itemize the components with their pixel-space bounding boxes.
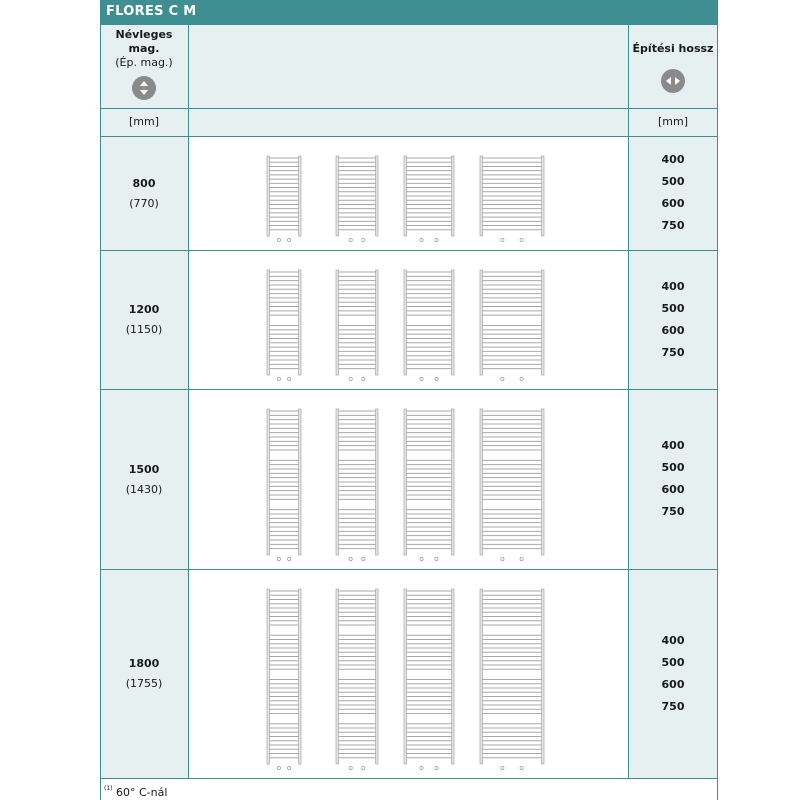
radiator-image [336,270,378,381]
build-length-value: 600 [661,677,685,691]
nominal-height-value: 1500 [128,462,160,476]
build-length-value: 500 [661,301,685,315]
row-height-cell [100,136,188,250]
build-length-value: 500 [661,655,685,669]
build-height-value: (1150) [125,323,163,336]
radiator-image [404,270,454,381]
grid-line [100,250,718,251]
radiator-image [404,589,454,770]
radiator-images-cell [188,569,628,778]
radiator-images-cell [188,389,628,569]
radiator-image [404,156,454,242]
grid-line [100,24,718,25]
build-length-value: 400 [661,153,685,166]
build-length-header [628,24,718,108]
build-length-cell [628,569,718,778]
build-length-value: 400 [661,633,685,647]
height-unit: [mm] [100,108,188,136]
build-length-cell [628,389,718,569]
row-height-cell [100,250,188,389]
radiator-images-cell [188,250,628,389]
nominal-height-label-2: mag. [128,42,160,55]
grid-line [100,389,718,390]
build-length-value: 750 [661,345,685,359]
product-sheet [100,0,718,800]
radiator-image [336,409,378,561]
grid-line [100,24,101,800]
build-length-value: 600 [661,483,685,496]
build-height-value: (1430) [125,482,163,496]
unit-row-middle [188,108,628,136]
radiator-image [336,156,378,242]
grid-line [717,24,718,800]
build-length-value: 400 [661,439,685,452]
radiator-image [336,589,378,770]
radiator-image [267,409,301,561]
nominal-height-header [100,24,188,108]
grid-line [100,778,718,779]
build-height-value: (770) [129,196,159,210]
build-length-value: 750 [661,699,685,713]
radiator-image [480,156,544,242]
row-height-cell [100,389,188,569]
radiator-image [480,270,544,381]
nominal-height-label: Névleges [115,28,173,41]
build-length-value: 750 [661,505,685,518]
grid-line [628,24,629,778]
footnote-marker: (1) [104,785,113,792]
footnote [100,778,718,800]
build-length-cell [628,250,718,389]
build-length-label: Építési hossz [632,42,714,55]
length-unit: [mm] [628,108,718,136]
radiator-image [480,589,544,770]
grid-line [188,24,189,778]
radiator-image [480,409,544,561]
build-height-label: (Ép. mag.) [115,56,173,69]
product-title: FLORES C M [100,0,718,24]
build-length-value: 600 [661,323,685,337]
nominal-height-value: 1800 [128,657,160,670]
build-length-value: 600 [661,197,685,210]
radiator-image [267,270,301,381]
build-height-value: (1755) [125,677,163,690]
grid-line [100,136,718,137]
row-height-cell [100,569,188,778]
build-length-value: 750 [661,219,685,232]
radiator-image [404,409,454,561]
horizontal-arrows-icon [661,69,685,93]
footnote-text: 60° C-nál [112,786,168,799]
nominal-height-value: 1200 [128,303,160,316]
radiator-image [267,156,301,242]
nominal-height-value: 800 [132,176,156,190]
grid-line [100,108,718,109]
grid-line [100,569,718,570]
build-length-cell [628,136,718,250]
vertical-arrows-icon [132,76,156,100]
header-image-area [188,24,628,108]
build-length-value: 500 [661,175,685,188]
build-length-value: 400 [661,279,685,293]
build-length-value: 500 [661,461,685,474]
radiator-images-cell [188,136,628,250]
radiator-image [267,589,301,770]
